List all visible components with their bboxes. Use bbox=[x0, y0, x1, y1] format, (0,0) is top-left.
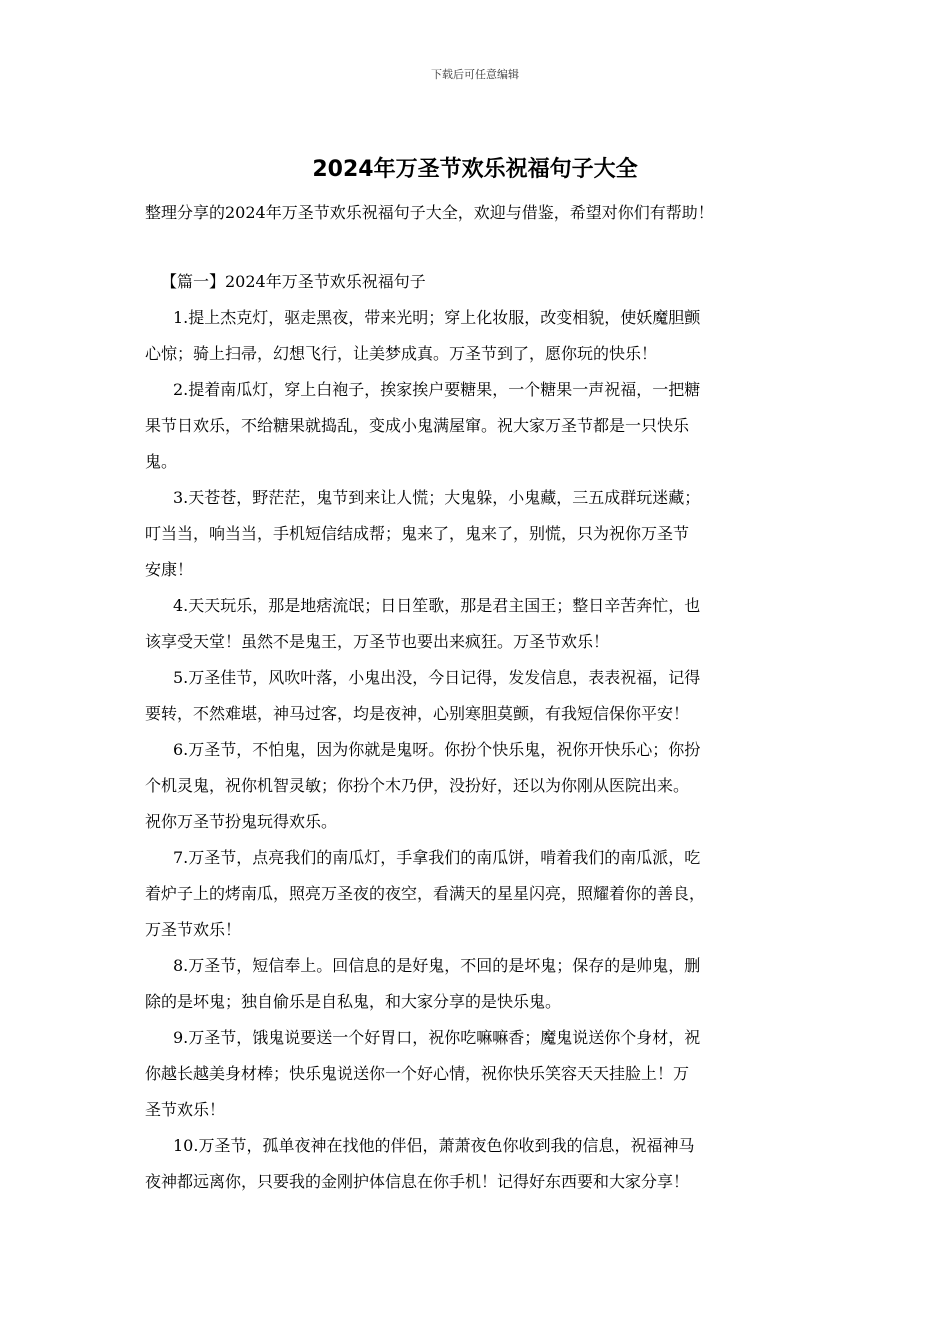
blessing-item-line: 祝你万圣节扮鬼玩得欢乐。 bbox=[145, 812, 338, 831]
blessing-item-line: 9.万圣节，饿鬼说要送一个好胃口，祝你吃嘛嘛香；魔鬼说送你个身材，祝 bbox=[173, 1028, 701, 1047]
blessing-item bbox=[145, 732, 825, 840]
intro-paragraph: 整理分享的2024年万圣节欢乐祝福句子大全，欢迎与借鉴，希望对你们有帮助！ bbox=[145, 203, 714, 222]
blessing-item-line: 万圣节欢乐！ bbox=[145, 920, 242, 939]
blessing-item-line: 8.万圣节，短信奉上。回信息的是好鬼，不回的是坏鬼；保存的是帅鬼，删 bbox=[173, 956, 701, 975]
document-title: 2024年万圣节欢乐祝福句子大全 bbox=[312, 157, 638, 182]
blessing-item bbox=[145, 948, 825, 1020]
blessing-item-line: 安康！ bbox=[145, 560, 194, 579]
blessing-item-line: 6.万圣节，不怕鬼，因为你就是鬼呀。你扮个快乐鬼，祝你开快乐心；你扮 bbox=[173, 740, 701, 759]
blessing-item-line: 4.天天玩乐，那是地痞流氓；日日笙歌，那是君主国王；整日辛苦奔忙，也 bbox=[173, 596, 701, 615]
blessing-item bbox=[145, 840, 825, 948]
blessing-item-line: 要转，不然难堪，神马过客，均是夜神，心别寒胆莫颤，有我短信保你平安！ bbox=[145, 704, 690, 723]
blessing-item-line: 心惊；骑上扫帚，幻想飞行，让美梦成真。万圣节到了，愿你玩的快乐！ bbox=[145, 344, 658, 363]
blessing-item-line: 着炉子上的烤南瓜，照亮万圣夜的夜空，看满天的星星闪亮，照耀着你的善良， bbox=[145, 884, 706, 903]
blessing-item-line: 圣节欢乐！ bbox=[145, 1100, 226, 1119]
blessing-item-line: 10.万圣节，孤单夜神在找他的伴侣，萧萧夜色你收到我的信息，祝福神马 bbox=[173, 1136, 695, 1155]
blessing-item-line: 个机灵鬼，祝你机智灵敏；你扮个木乃伊，没扮好，还以为你刚从医院出来。 bbox=[145, 776, 690, 795]
blessing-item-line: 2.提着南瓜灯，穿上白袍子，挨家挨户要糖果，一个糖果一声祝福，一把糖 bbox=[173, 380, 701, 399]
page-header-note: 下载后可任意编辑 bbox=[431, 68, 519, 81]
blessing-item bbox=[145, 1020, 825, 1128]
blessing-item-line: 1.提上杰克灯，驱走黑夜，带来光明；穿上化妆服，改变相貌，使妖魔胆颤 bbox=[173, 308, 701, 327]
blessing-item-line: 夜神都远离你，只要我的金刚护体信息在你手机！记得好东西要和大家分享！ bbox=[145, 1172, 690, 1191]
blessing-item-line: 该享受天堂！虽然不是鬼王，万圣节也要出来疯狂。万圣节欢乐！ bbox=[145, 632, 610, 651]
blessing-item-line: 除的是坏鬼；独自偷乐是自私鬼，和大家分享的是快乐鬼。 bbox=[145, 992, 562, 1011]
blessing-item bbox=[145, 480, 825, 588]
section-heading: 【篇一】2024年万圣节欢乐祝福句子 bbox=[161, 272, 426, 291]
blessing-item-line: 3.天苍苍，野茫茫，鬼节到来让人慌；大鬼躲，小鬼藏，三五成群玩迷藏； bbox=[173, 488, 701, 507]
blessing-item bbox=[145, 660, 825, 732]
blessing-item-line: 鬼。 bbox=[145, 452, 178, 471]
blessing-list bbox=[145, 300, 825, 1200]
blessing-item bbox=[145, 300, 825, 372]
blessing-item-line: 果节日欢乐，不给糖果就捣乱，变成小鬼满屋窜。祝大家万圣节都是一只快乐 bbox=[145, 416, 690, 435]
blessing-item-line: 5.万圣佳节，风吹叶落，小鬼出没，今日记得，发发信息，表表祝福，记得 bbox=[173, 668, 701, 687]
blessing-item bbox=[145, 588, 825, 660]
blessing-item-line: 你越长越美身材棒；快乐鬼说送你一个好心情，祝你快乐笑容天天挂脸上！万 bbox=[145, 1064, 690, 1083]
blessing-item-line: 叮当当，响当当，手机短信结成帮；鬼来了，鬼来了，别慌，只为祝你万圣节 bbox=[145, 524, 690, 543]
blessing-item bbox=[145, 372, 825, 480]
blessing-item-line: 7.万圣节，点亮我们的南瓜灯，手拿我们的南瓜饼，啃着我们的南瓜派，吃 bbox=[173, 848, 701, 867]
document-body bbox=[145, 264, 825, 1200]
blessing-item bbox=[145, 1128, 825, 1200]
